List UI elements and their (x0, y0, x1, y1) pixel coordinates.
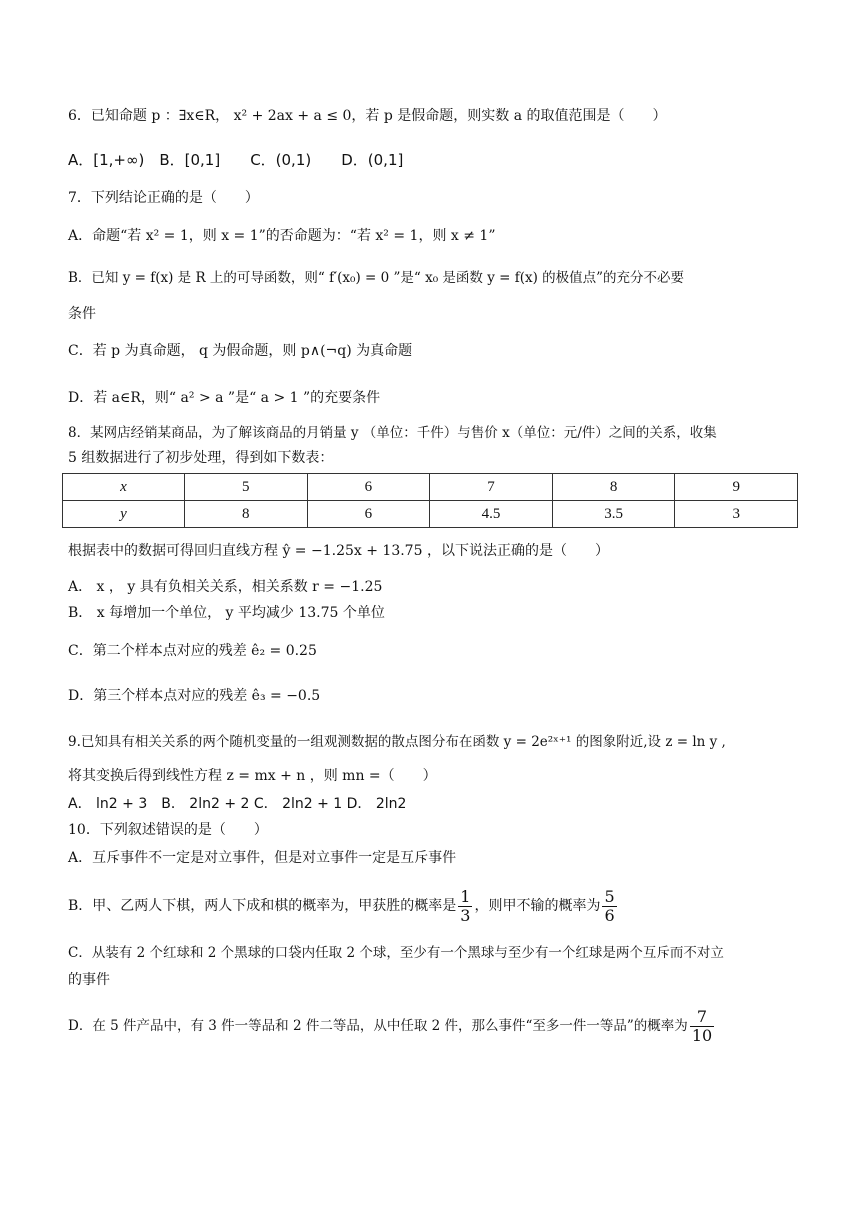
q8-after-table: 根据表中的数据可得回归直线方程 ŷ = −1.25x + 13.75 ，以下说法正确的是（ ） (68, 543, 609, 559)
data-table (62, 473, 798, 528)
table-cell: 8 (552, 474, 675, 501)
fraction-numerator: 5 (604, 886, 615, 906)
q8-option-c: C．第二个样本点对应的残差 ê₂ = 0.25 (68, 643, 317, 659)
q10-stem: 10．下列叙述错误的是（ ） (68, 822, 268, 838)
q10-option-c-line1: C．从装有 2 个红球和 2 个黑球的口袋内任取 2 个球，至少有一个黑球与至少有一个红球是两个互斥而不对立 (68, 945, 724, 961)
q10-option-d-text: D．在 5 件产品中，有 3 件一等品和 2 件二等品，从中任取 2 件，那么事件“至多一件一等品”的概率为 (68, 1018, 688, 1034)
q8-option-a: A． x ， y 具有负相关关系，相关系数 r = −1.25 (68, 579, 383, 595)
q7-option-d: D．若 a∈R，则“ a² > a ”是“ a > 1 ”的充要条件 (68, 390, 381, 406)
q8-stem-line2: 5 组数据进行了初步处理，得到如下数表： (68, 450, 334, 466)
q7-option-b-line1: B．已知 y = f(x) 是 R 上的可导函数，则“ f′(x₀) = 0 ”是“ x₀ 是函数 y = f(x) 的极值点”的充分不必要 (68, 270, 685, 286)
table-cell: 5 (185, 474, 308, 501)
table-cell: 8 (185, 501, 308, 528)
q7-stem: 7．下列结论正确的是（ ） (68, 190, 259, 206)
fraction (690, 1008, 714, 1045)
table-cell: 6 (307, 501, 430, 528)
q8-stem-line1: 8．某网店经销某商品，为了解该商品的月销量 y （单位：千件）与售价 x（单位：元/件）之间的关系，收集 (68, 425, 717, 441)
q9-stem-line2: 将其变换后得到线性方程 z = mx + n ，则 mn =（ ） (68, 768, 437, 784)
row-header-y: y (63, 501, 185, 528)
table-cell: 6 (307, 474, 430, 501)
table-cell: 3.5 (552, 501, 675, 528)
q10-option-b-text: B．甲、乙两人下棋，两人下成和棋的概率为，甲获胜的概率是 (68, 898, 457, 914)
q7-option-a: A．命题“若 x² = 1，则 x = 1”的否命题为：“若 x² = 1，则 x ≠ 1” (68, 228, 496, 244)
q9-options: A． ln2 + 3 B． 2ln2 + 2 C． 2ln2 + 1 D． 2ln2 (68, 796, 407, 812)
q8-option-b: B． x 每增加一个单位， y 平均减少 13.75 个单位 (68, 605, 385, 621)
q8-option-d: D．第三个样本点对应的残差 ê₃ = −0.5 (68, 688, 321, 704)
table-cell: 7 (430, 474, 553, 501)
fraction-denominator: 10 (691, 1026, 713, 1045)
q10-option-c-line2: 的事件 (68, 972, 110, 988)
q10-option-d (68, 1004, 716, 1048)
q10-option-a: A．互斥事件不一定是对立事件，但是对立事件一定是互斥事件 (68, 850, 457, 866)
table-row (63, 474, 798, 501)
q7-option-c: C．若 p 为真命题， q 为假命题，则 p∧(¬q) 为真命题 (68, 343, 413, 359)
row-header-x: x (63, 474, 185, 501)
q6-stem: 6．已知命题 p ：∃x∈R， x² + 2ax + a ≤ 0，若 p 是假命题，则实数 a 的取值范围是（ ） (68, 108, 667, 124)
fraction (458, 888, 472, 925)
q9-stem-line1: 9.已知具有相关关系的两个随机变量的一组观测数据的散点图分布在函数 y = 2e²ˣ⁺¹ 的图象附近,设 z = ln y , (68, 734, 726, 750)
fraction-numerator: 1 (460, 886, 471, 906)
fraction-denominator: 3 (460, 905, 471, 925)
fraction-numerator: 7 (690, 1008, 714, 1027)
table-cell: 3 (675, 501, 798, 528)
table-cell: 4.5 (430, 501, 553, 528)
table-cell: 9 (675, 474, 798, 501)
fraction-denominator: 6 (604, 905, 615, 925)
table-row (63, 501, 798, 528)
q10-option-b (68, 884, 619, 928)
q7-option-b-line2: 条件 (68, 306, 96, 322)
fraction (602, 888, 616, 925)
q10-option-b-text2: ，则甲不输的概率为 (474, 898, 601, 914)
q6-options: A．[1,+∞) B．[0,1] C．(0,1) D．(0,1] (68, 151, 404, 169)
